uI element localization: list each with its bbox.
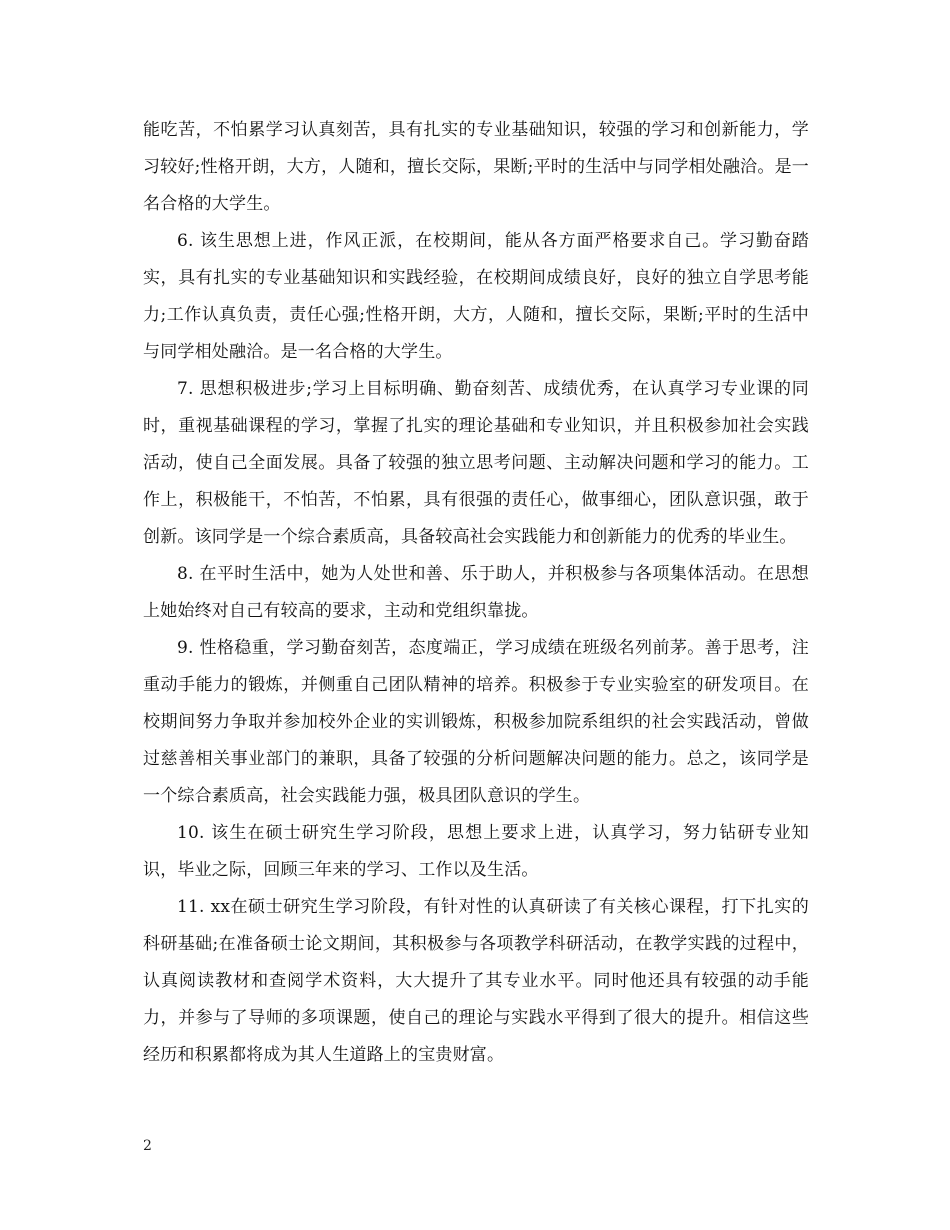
paragraph-continuation: 能吃苦，不怕累学习认真刻苦，具有扎实的专业基础知识，较强的学习和创新能力，学习较好;性格开朗，大方，人随和，擅长交际，果断;平时的生活中与同学相处融洽。是一名合格的大学生。 bbox=[143, 120, 809, 214]
paragraph-item-9: 9. 性格稳重，学习勤奋刻苦，态度端正，学习成绩在班级名列前茅。善于思考，注重动手能力的锻炼，并侧重自己团队精神的培养。积极参于专业实验室的研发项目。在校期间努力争取并参加校外企业的实训锻炼，积极参加院系组织的社会实践活动，曾做过慈善相关事业部门的兼职，具备了较强的分析问题解决问题的能力。总之，该同学是一个综合素质高，社会实践能力强，极具团队意识的学生。 bbox=[143, 638, 809, 806]
page-number: 2 bbox=[143, 1138, 152, 1154]
paragraph-item-6: 6. 该生思想上进，作风正派，在校期间，能从各方面严格要求自己。学习勤奋踏实，具有扎实的专业基础知识和实践经验，在校期间成绩良好，良好的独立自学思考能力;工作认真负责，责任心强;性格开朗，大方，人随和，擅长交际，果断;平时的生活中与同学相处融洽。是一名合格的大学生。 bbox=[143, 231, 809, 362]
paragraph-item-10: 10. 该生在硕士研究生学习阶段，思想上要求上进，认真学习，努力钻研专业知识，毕业之际，回顾三年来的学习、工作以及生活。 bbox=[143, 823, 809, 880]
paragraph-item-11: 11. xx在硕士研究生学习阶段，有针对性的认真研读了有关核心课程，打下扎实的科研基础;在准备硕士论文期间，其积极参与各项教学科研活动，在教学实践的过程中，认真阅读教材和查阅学术资料，大大提升了其专业水平。同时他还具有较强的动手能力，并参与了导师的多项课题，使自己的理论与实践水平得到了很大的提升。相信这些经历和积累都将成为其人生道路上的宝贵财富。 bbox=[143, 897, 809, 1065]
document-body bbox=[143, 112, 809, 1074]
paragraph-item-7: 7. 思想积极进步;学习上目标明确、勤奋刻苦、成绩优秀，在认真学习专业课的同时，重视基础课程的学习，掌握了扎实的理论基础和专业知识，并且积极参加社会实践活动，使自己全面发展。具备了较强的独立思考问题、主动解决问题和学习的能力。工作上，积极能干，不怕苦，不怕累，具有很强的责任心，做事细心，团队意识强，敢于创新。该同学是一个综合素质高，具备较高社会实践能力和创新能力的优秀的毕业生。 bbox=[143, 379, 809, 547]
paragraph-item-8: 8. 在平时生活中，她为人处世和善、乐于助人，并积极参与各项集体活动。在思想上她始终对自己有较高的要求，主动和党组织靠拢。 bbox=[143, 564, 809, 621]
